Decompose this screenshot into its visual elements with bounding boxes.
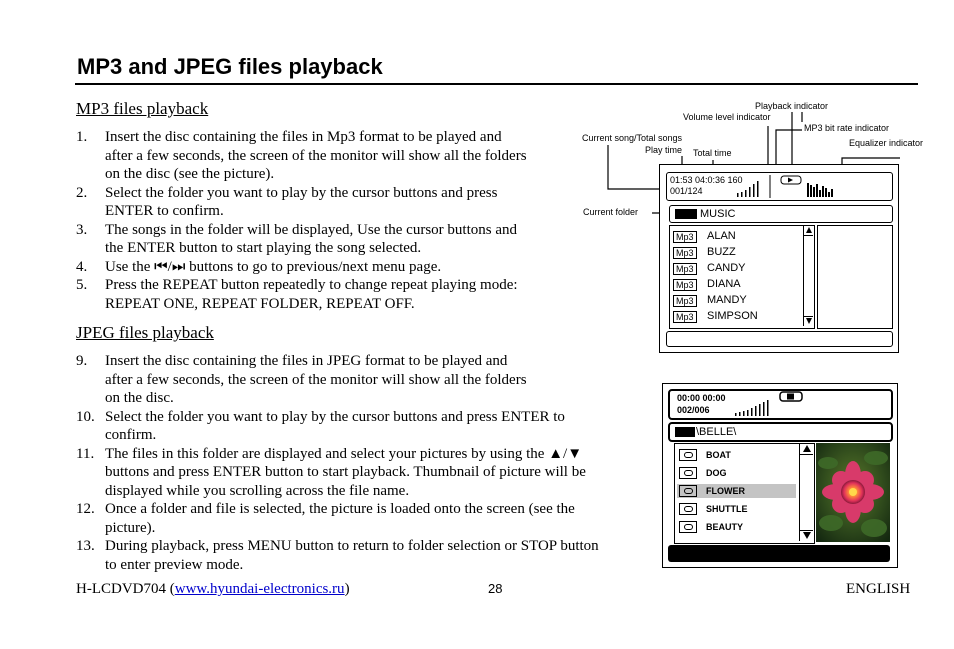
scroll-divider <box>800 454 813 455</box>
mp3-tag-icon: Mp3 <box>673 231 697 243</box>
folder-icon <box>675 209 697 219</box>
step-text: the ENTER button to start playing the song selected. <box>105 240 422 256</box>
mp3-tag-icon: Mp3 <box>673 263 697 275</box>
mp3-file-item[interactable]: CANDY <box>707 262 746 274</box>
step-text: The files in this folder are displayed and select your pictures by using the ▲/▼ <box>105 445 583 462</box>
jpeg-file-item[interactable]: DOG <box>706 468 727 478</box>
footer-model-close: ) <box>344 581 350 597</box>
scroll-down-icon[interactable] <box>806 318 812 324</box>
scroll-up-icon[interactable] <box>803 445 811 452</box>
step-text: on the disc. <box>105 390 174 406</box>
mp3-tag-icon: Mp3 <box>673 279 697 291</box>
label-current-folder: Current folder <box>583 207 639 217</box>
mp3-file-item[interactable]: ALAN <box>707 230 736 242</box>
step-number: 9. <box>76 353 88 369</box>
mp3-tag-icon: Mp3 <box>673 295 697 307</box>
mp3-status-graphics <box>667 173 892 200</box>
scroll-down-icon[interactable] <box>803 532 811 539</box>
step-text: Select the folder you want to play by the cursor buttons and press ENTER to <box>105 408 565 425</box>
mp3-status-bar <box>666 172 893 201</box>
label-current-song: Current song/Total songs <box>582 133 683 143</box>
label-play-time: Play time <box>645 145 683 155</box>
step-text: to enter preview mode. <box>105 556 244 573</box>
image-file-icon <box>679 449 697 461</box>
step-text: after a few seconds, the screen of the monitor will show all the folders <box>105 371 527 388</box>
step-text: after a few seconds, the screen of the monitor will show all the folders <box>105 147 527 164</box>
jpeg-heading: JPEG files playback <box>76 323 214 342</box>
jpeg-scrollbar[interactable] <box>799 444 813 541</box>
step-text: Press the REPEAT button repeatedly to change repeat playing mode: <box>105 277 518 293</box>
mp3-tag-icon: Mp3 <box>673 311 697 323</box>
footer-website-link[interactable]: www.hyundai-electronics.ru <box>174 581 345 597</box>
mp3-bottom-bar <box>666 331 893 347</box>
page-number: 28 <box>488 581 503 596</box>
step-text: on the disc (see the picture). <box>105 166 275 182</box>
jpeg-folder-name: \BELLE\ <box>696 426 737 438</box>
mp3-folder-bar[interactable] <box>669 205 893 223</box>
mp3-heading: MP3 files playback <box>76 99 209 118</box>
step-text: Select the folder you want to play by the cursor buttons and press <box>105 184 498 201</box>
jpeg-file-item[interactable]: SHUTTLE <box>706 504 748 514</box>
step-number: 10. <box>76 408 95 425</box>
step-number: 4. <box>76 258 88 275</box>
step-number: 3. <box>76 221 88 238</box>
label-volume-level: Volume level indicator <box>683 112 771 122</box>
jpeg-time: 00:00 00:00 <box>677 393 726 403</box>
step-text: Once a folder and file is selected, the picture is loaded onto the screen (see the <box>105 501 575 517</box>
step-text: During playback, press MENU button to return to folder selection or STOP button <box>105 538 599 554</box>
mp3-file-item[interactable]: BUZZ <box>707 246 736 258</box>
mp3-status-line2: 001/124 <box>670 186 703 196</box>
footer-language: ENGLISH <box>846 581 911 597</box>
scroll-divider <box>800 530 813 531</box>
step-text: buttons and press ENTER button to start playback. Thumbnail of picture will be <box>105 464 586 480</box>
step-number: 2. <box>76 184 88 201</box>
step-text: The songs in the folder will be displayed, Use the cursor buttons and <box>105 221 518 238</box>
step-number: 12. <box>76 501 95 517</box>
scroll-up-icon[interactable] <box>806 227 812 233</box>
title-rule <box>75 83 918 85</box>
step-text: Insert the disc containing the files in JPEG format to be played and <box>105 353 508 369</box>
label-equalizer: Equalizer indicator <box>849 138 924 148</box>
folder-icon <box>675 427 695 437</box>
jpeg-file-item[interactable]: BEAUTY <box>706 522 744 532</box>
step-number: 11. <box>76 445 95 462</box>
mp3-scrollbar[interactable] <box>803 226 813 326</box>
jpeg-count: 002/006 <box>677 405 710 415</box>
scroll-divider <box>804 235 813 236</box>
label-playback-indicator: Playback indicator <box>755 101 829 111</box>
jpeg-file-item[interactable]: BOAT <box>706 450 731 460</box>
mp3-status-line1: 01:53 04:0:36 160 <box>670 175 743 185</box>
image-file-icon <box>679 467 697 479</box>
mp3-file-item[interactable]: SIMPSON <box>707 310 758 322</box>
label-total-time: Total time <box>693 148 732 158</box>
mp3-file-item[interactable]: MANDY <box>707 294 747 306</box>
jpeg-status-bar <box>668 389 893 420</box>
mp3-tag-icon: Mp3 <box>673 247 697 259</box>
footer-model-text: H-LCDVD704 ( <box>76 581 175 597</box>
step-text: Insert the disc containing the files in Mp3 format to be played and <box>105 129 502 145</box>
step-text: REPEAT ONE, REPEAT FOLDER, REPEAT OFF. <box>105 295 415 312</box>
page-title: MP3 and JPEG files playback <box>77 54 383 79</box>
step-number: 5. <box>76 277 88 293</box>
step-text: displayed while you scrolling across the file name. <box>105 482 410 499</box>
jpeg-bottom-bar <box>668 545 890 562</box>
step-text: confirm. <box>105 427 157 443</box>
step-text: ENTER to confirm. <box>105 203 224 219</box>
scroll-divider <box>804 316 813 317</box>
step-text: picture). <box>105 519 156 536</box>
image-file-icon <box>679 485 697 497</box>
mp3-folder-name: MUSIC <box>700 208 736 220</box>
step-number: 13. <box>76 538 95 554</box>
mp3-file-item[interactable]: DIANA <box>707 278 741 290</box>
jpeg-file-item[interactable]: FLOWER <box>706 486 745 496</box>
image-file-icon <box>679 503 697 515</box>
image-file-icon <box>679 521 697 533</box>
jpeg-folder-bar[interactable] <box>668 422 893 442</box>
step-number: 1. <box>76 129 88 145</box>
footer-model <box>76 581 350 598</box>
jpeg-status-graphics <box>670 391 891 418</box>
label-bitrate: MP3 bit rate indicator <box>804 123 890 133</box>
mp3-preview-area <box>817 225 893 329</box>
flower-thumbnail <box>816 443 890 542</box>
step-text: Use the ⏮/⏭ buttons to go to previous/next menu page. <box>105 258 442 275</box>
